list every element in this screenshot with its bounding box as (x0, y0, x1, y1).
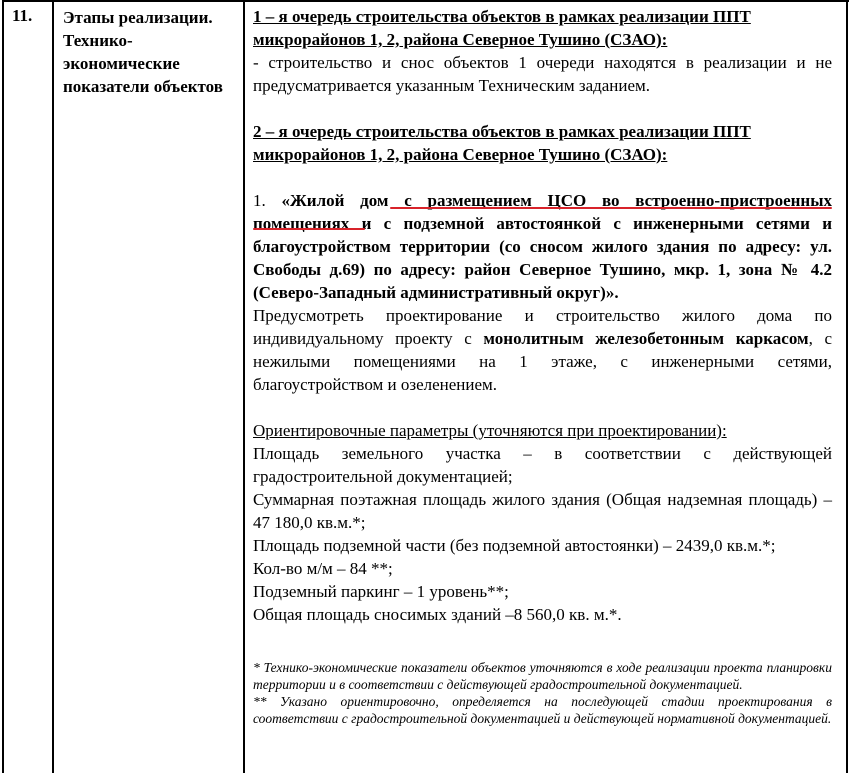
param-item: Кол-во м/м – 84 **; (253, 559, 393, 578)
param-item: Подземный паркинг – 1 уровень**; (253, 582, 509, 601)
object-title: «Жилой дом с размещением ЦСО во встроенно-пристроенных помещениях и с подземной автостоянкой с инженерными сетями и благоустройством территории (со сносом жилого здания по адресу: ул. Свободы д.69) по адресу: район Северное Тушино, мкр. 1, зона № 4.2 (Северо-Западный административный округ)». (253, 191, 832, 302)
design-frame-type: монолитным железобетонным каркасом (483, 329, 809, 348)
highlight-underline (390, 207, 832, 209)
section-title: Этапы реализации. Технико-экономические показатели объектов (63, 8, 223, 96)
row-number: 11. (12, 6, 33, 25)
design-intro: Предусмотреть проектирование и строительство жилого дома по индивидуальному проекту с (253, 306, 832, 348)
param-item: Площадь земельного участка – в соответствии с действующей градостроительной документацией; (253, 444, 832, 486)
param-item: Общая площадь сносимых зданий –8 560,0 кв. м.*. (253, 605, 622, 624)
footnote: * Технико-экономические показатели объектов уточняются в ходе реализации проекта планировки территории и в соответствии с действующей градостроительной документацией. (253, 660, 832, 692)
design-rest: , с нежилыми помещениями на 1 этаже, с инженерными сетями, благоустройством и озеленением. (253, 329, 832, 394)
table-border-left (2, 0, 4, 773)
params-heading: Ориентировочные параметры (уточняются при проектировании): (253, 421, 727, 440)
queue1-text: - строительство и снос объектов 1 очереди находятся в реализации и не предусматривается указанным Техническим заданием. (253, 53, 832, 95)
highlight-underline (253, 228, 365, 230)
table-column-divider (52, 0, 54, 773)
design-requirements (253, 304, 832, 396)
queue1-heading: 1 – я очередь строительства объектов в рамках реализации ППТ микрорайонов 1, 2, района Северное Тушино (СЗАО): (253, 7, 751, 49)
param-item: Суммарная поэтажная площадь жилого здания (Общая надземная площадь) – 47 180,0 кв.м.*; (253, 490, 832, 532)
footnote: ** Указано ориентировочно, определяется на последующей стадии проектирования в соответствии с градостроительной документацией и действующей нормативной документацией. (253, 694, 832, 726)
item-number: 1. (253, 191, 282, 210)
table-border-right (846, 0, 848, 773)
queue2-heading: 2 – я очередь строительства объектов в рамках реализации ППТ микрорайонов 1, 2, района Северное Тушино (СЗАО): (253, 122, 751, 164)
table-column-divider (243, 0, 245, 773)
content-cell (253, 5, 832, 727)
param-item: Площадь подземной части (без подземной автостоянки) – 2439,0 кв.м.*; (253, 536, 776, 555)
table-border-top (2, 0, 849, 2)
